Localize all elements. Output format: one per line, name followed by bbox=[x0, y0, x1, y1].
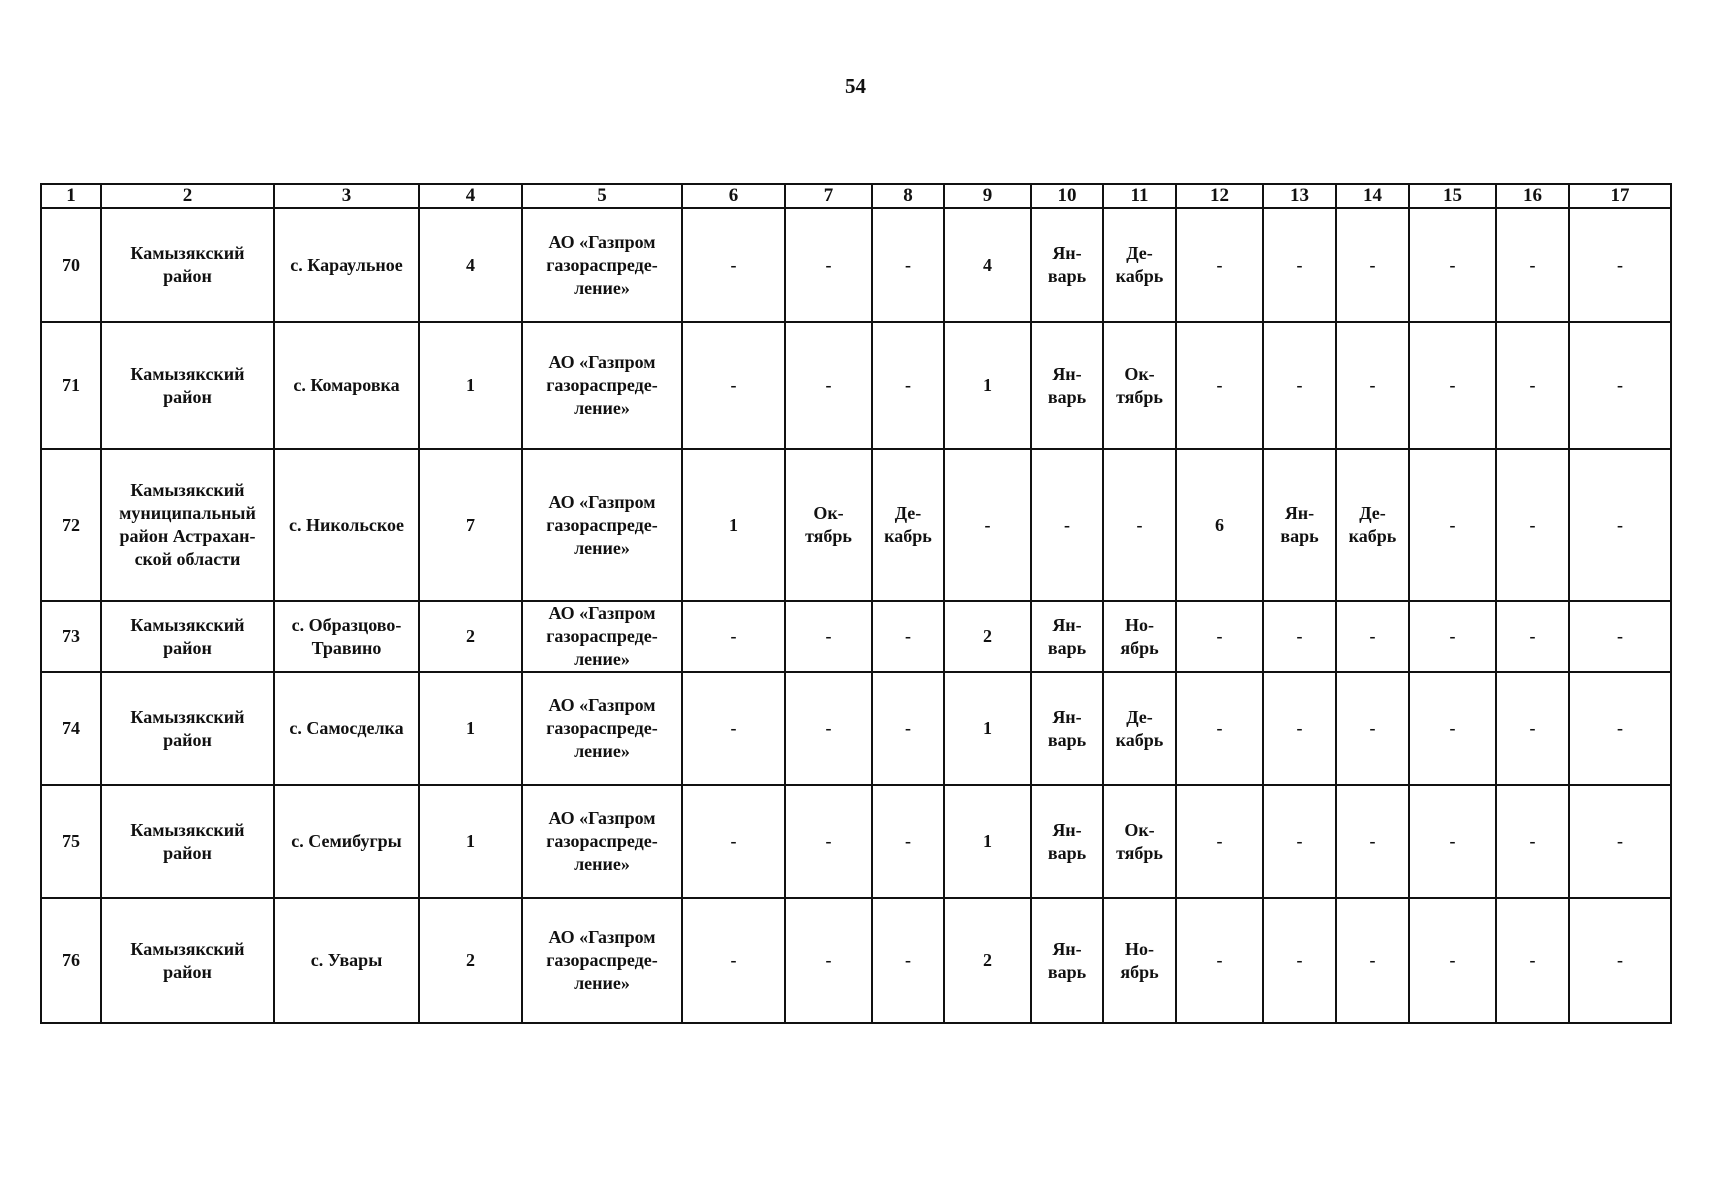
table-cell: АО «Газпром газораспреде- ление» bbox=[522, 785, 682, 898]
header-cell: 12 bbox=[1176, 184, 1263, 208]
table-cell: - bbox=[1336, 208, 1409, 322]
table-cell: 1 bbox=[419, 672, 522, 785]
table-cell: - bbox=[1103, 449, 1176, 601]
table-cell: - bbox=[1569, 785, 1671, 898]
table-row bbox=[41, 785, 1671, 898]
table-cell: 4 bbox=[419, 208, 522, 322]
table-cell: с. Образцово- Травино bbox=[274, 601, 419, 672]
table-cell: - bbox=[1336, 601, 1409, 672]
table-cell: - bbox=[682, 785, 785, 898]
table-cell: - bbox=[1569, 449, 1671, 601]
table-cell: - bbox=[1263, 672, 1336, 785]
header-cell: 7 bbox=[785, 184, 872, 208]
table-cell: 75 bbox=[41, 785, 101, 898]
table-cell: с. Никольское bbox=[274, 449, 419, 601]
table-row bbox=[41, 672, 1671, 785]
table-cell: Ок- тябрь bbox=[1103, 785, 1176, 898]
header-cell: 10 bbox=[1031, 184, 1103, 208]
table-cell: - bbox=[1569, 208, 1671, 322]
table-cell: - bbox=[872, 208, 944, 322]
table-cell: 1 bbox=[944, 322, 1031, 449]
table-cell: - bbox=[682, 322, 785, 449]
table-cell: - bbox=[944, 449, 1031, 601]
table-cell: Камызякский район bbox=[101, 208, 274, 322]
table-cell: 2 bbox=[419, 898, 522, 1023]
table-cell: 76 bbox=[41, 898, 101, 1023]
table-cell: Ок- тябрь bbox=[785, 449, 872, 601]
table-cell: 1 bbox=[419, 322, 522, 449]
table-cell: с. Караульное bbox=[274, 208, 419, 322]
table-cell: - bbox=[872, 785, 944, 898]
table-cell: АО «Газпром газораспреде- ление» bbox=[522, 672, 682, 785]
table-cell: Де- кабрь bbox=[1103, 208, 1176, 322]
header-cell: 16 bbox=[1496, 184, 1569, 208]
table-cell: - bbox=[1409, 449, 1496, 601]
table-cell: - bbox=[1409, 898, 1496, 1023]
table-cell: 2 bbox=[944, 601, 1031, 672]
table-row bbox=[41, 898, 1671, 1023]
table-cell: Камызякский район bbox=[101, 672, 274, 785]
table-cell: Де- кабрь bbox=[1103, 672, 1176, 785]
table-cell: 1 bbox=[419, 785, 522, 898]
table-cell: Камызякский район bbox=[101, 322, 274, 449]
table-cell: - bbox=[1176, 601, 1263, 672]
table-cell: 2 bbox=[419, 601, 522, 672]
table-cell: - bbox=[1176, 208, 1263, 322]
table-row bbox=[41, 449, 1671, 601]
header-cell: 5 bbox=[522, 184, 682, 208]
table-cell: АО «Газпром газораспреде- ление» bbox=[522, 898, 682, 1023]
data-table bbox=[40, 183, 1672, 1024]
table-cell: Ян- варь bbox=[1031, 208, 1103, 322]
page-number: 54 bbox=[845, 74, 866, 98]
table-cell: - bbox=[1409, 785, 1496, 898]
table-cell: - bbox=[872, 322, 944, 449]
table-cell: - bbox=[1336, 322, 1409, 449]
table-cell: - bbox=[1496, 449, 1569, 601]
table-cell: - bbox=[1263, 208, 1336, 322]
table-cell: с. Увары bbox=[274, 898, 419, 1023]
table-cell: 1 bbox=[944, 672, 1031, 785]
table-cell: 7 bbox=[419, 449, 522, 601]
table-cell: АО «Газпром газораспреде- ление» bbox=[522, 449, 682, 601]
table-cell: - bbox=[785, 672, 872, 785]
table-cell: - bbox=[872, 672, 944, 785]
table-cell: АО «Газпром газораспреде- ление» bbox=[522, 601, 682, 672]
table-cell: Де- кабрь bbox=[872, 449, 944, 601]
table-body bbox=[41, 184, 1671, 1023]
table-cell: - bbox=[1336, 898, 1409, 1023]
table-cell: Ян- варь bbox=[1263, 449, 1336, 601]
table-cell: - bbox=[682, 672, 785, 785]
table-cell: - bbox=[872, 601, 944, 672]
table-cell: - bbox=[1176, 898, 1263, 1023]
table-cell: - bbox=[1496, 785, 1569, 898]
table-cell: - bbox=[1409, 208, 1496, 322]
table-cell: - bbox=[682, 898, 785, 1023]
table-cell: - bbox=[1569, 898, 1671, 1023]
table-cell: - bbox=[785, 785, 872, 898]
table-row bbox=[41, 208, 1671, 322]
table-cell: - bbox=[872, 898, 944, 1023]
table-cell: с. Самосделка bbox=[274, 672, 419, 785]
table-cell: Но- ябрь bbox=[1103, 601, 1176, 672]
table-cell: - bbox=[1496, 601, 1569, 672]
table-cell: - bbox=[1176, 785, 1263, 898]
header-cell: 13 bbox=[1263, 184, 1336, 208]
table-cell: - bbox=[1336, 672, 1409, 785]
table-cell: - bbox=[1409, 672, 1496, 785]
table-cell: Камызякский район bbox=[101, 898, 274, 1023]
table-cell: - bbox=[1409, 322, 1496, 449]
header-cell: 3 bbox=[274, 184, 419, 208]
table-cell: 73 bbox=[41, 601, 101, 672]
table-cell: - bbox=[1496, 322, 1569, 449]
header-cell: 15 bbox=[1409, 184, 1496, 208]
table-cell: 2 bbox=[944, 898, 1031, 1023]
table-cell: с. Семибугры bbox=[274, 785, 419, 898]
header-cell: 6 bbox=[682, 184, 785, 208]
table-cell: 70 bbox=[41, 208, 101, 322]
table-cell: 71 bbox=[41, 322, 101, 449]
header-cell: 2 bbox=[101, 184, 274, 208]
table-cell: - bbox=[1336, 785, 1409, 898]
table-cell: Но- ябрь bbox=[1103, 898, 1176, 1023]
table-cell: - bbox=[1496, 208, 1569, 322]
table-header-row bbox=[41, 184, 1671, 208]
table-cell: - bbox=[1496, 672, 1569, 785]
table-cell: - bbox=[1176, 322, 1263, 449]
table-cell: Ян- варь bbox=[1031, 785, 1103, 898]
table-cell: - bbox=[682, 208, 785, 322]
header-cell: 11 bbox=[1103, 184, 1176, 208]
table-cell: - bbox=[682, 601, 785, 672]
table-cell: Ян- варь bbox=[1031, 898, 1103, 1023]
table-cell: Де- кабрь bbox=[1336, 449, 1409, 601]
table-cell: Камызякский район bbox=[101, 601, 274, 672]
table-cell: - bbox=[1263, 322, 1336, 449]
table-cell: - bbox=[785, 208, 872, 322]
table-row bbox=[41, 601, 1671, 672]
header-cell: 4 bbox=[419, 184, 522, 208]
header-cell: 17 bbox=[1569, 184, 1671, 208]
table-cell: - bbox=[785, 601, 872, 672]
header-cell: 14 bbox=[1336, 184, 1409, 208]
table-cell: - bbox=[1569, 672, 1671, 785]
table-cell: АО «Газпром газораспреде- ление» bbox=[522, 208, 682, 322]
table-cell: Ян- варь bbox=[1031, 672, 1103, 785]
table-cell: - bbox=[1569, 601, 1671, 672]
table-cell: 72 bbox=[41, 449, 101, 601]
table-cell: - bbox=[785, 322, 872, 449]
table-cell: Ок- тябрь bbox=[1103, 322, 1176, 449]
table-cell: 6 bbox=[1176, 449, 1263, 601]
table-cell: Камызякский район bbox=[101, 785, 274, 898]
table-cell: Камызякский муниципальный район Астрахан- ской области bbox=[101, 449, 274, 601]
table-cell: - bbox=[1263, 601, 1336, 672]
header-cell: 9 bbox=[944, 184, 1031, 208]
table-cell: 4 bbox=[944, 208, 1031, 322]
table-cell: Ян- варь bbox=[1031, 322, 1103, 449]
table-cell: 1 bbox=[944, 785, 1031, 898]
table-cell: - bbox=[1409, 601, 1496, 672]
table-cell: - bbox=[1176, 672, 1263, 785]
table-cell: - bbox=[1569, 322, 1671, 449]
table-cell: - bbox=[785, 898, 872, 1023]
table-cell: - bbox=[1496, 898, 1569, 1023]
table-cell: с. Комаровка bbox=[274, 322, 419, 449]
header-cell: 1 bbox=[41, 184, 101, 208]
table-row bbox=[41, 322, 1671, 449]
table-cell: - bbox=[1031, 449, 1103, 601]
table-cell: АО «Газпром газораспреде- ление» bbox=[522, 322, 682, 449]
table-cell: - bbox=[1263, 898, 1336, 1023]
table-cell: 74 bbox=[41, 672, 101, 785]
header-cell: 8 bbox=[872, 184, 944, 208]
table-cell: Ян- варь bbox=[1031, 601, 1103, 672]
table-cell: 1 bbox=[682, 449, 785, 601]
table-cell: - bbox=[1263, 785, 1336, 898]
